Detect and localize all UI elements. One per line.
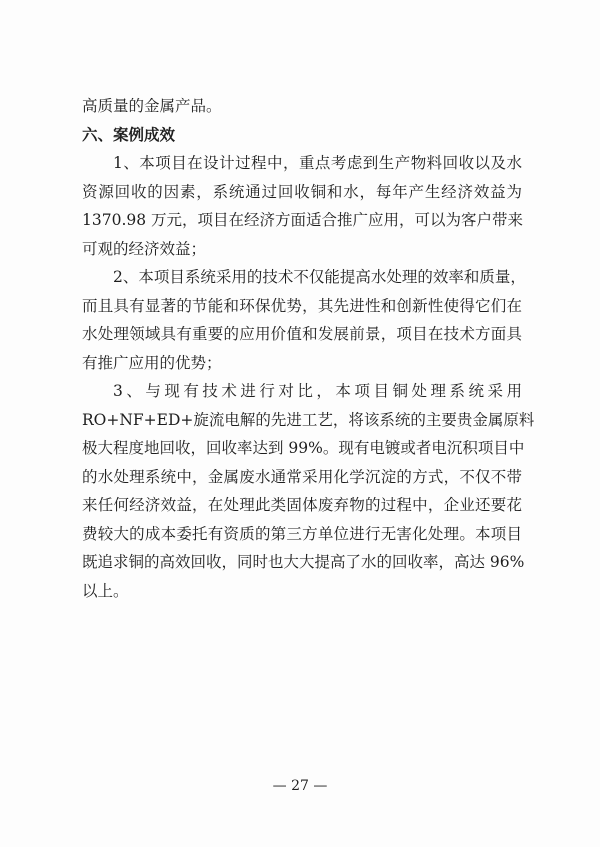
paragraph-line: 费较大的成本委托有资质的第三方单位进行无害化处理。本项目 [82, 524, 522, 543]
intro-tail-line: 高质量的金属产品。 [82, 97, 222, 115]
page-number: — 27 — [272, 778, 328, 794]
paragraph-line: 而且具有显著的节能和环保优势，其先进性和创新性使得它们在 [82, 296, 522, 315]
paragraph-1 [82, 149, 522, 263]
paragraph-2 [82, 263, 526, 377]
paragraph-line: 1370.98 万元，项目在经济方面适合推广应用，可以为客户带来 [82, 211, 524, 229]
paragraph-line: RO+NF+ED+旋流电解的先进工艺，将该系统的主要贵金属原料 [82, 410, 535, 429]
paragraph-line: 水处理领域具有重要的应用价值和发展前景，项目在技术方面具 [82, 325, 522, 343]
paragraph-line: 资源回收的因素，系统通过回收铜和水，每年产生经济效益为 [82, 182, 522, 201]
section-heading: 六、案例成效 [82, 125, 176, 144]
paragraph-line: 3、与现有技术进行对比，本项目铜处理系统采用 [113, 382, 522, 400]
paragraph-line: 有推广应用的优势； [82, 353, 222, 372]
paragraph-line: 2、本项目系统采用的技术不仅能提高水处理的效率和质量， [113, 268, 526, 286]
paragraph-3 [82, 377, 535, 605]
paragraph-line: 的水处理系统中，金属废水通常采用化学沉淀的方式，不仅不带 [82, 467, 522, 486]
paragraph-line: 1、本项目在设计过程中，重点考虑到生产物料回收以及水 [113, 154, 522, 172]
paragraph-line: 可观的经济效益； [82, 239, 207, 258]
paragraph-line: 既追求铜的高效回收，同时也大大提高了水的回收率，高达 96% [82, 553, 525, 571]
paragraph-line: 来任何经济效益，在处理此类固体废弃物的过程中，企业还要花 [82, 496, 522, 514]
body-text [82, 92, 535, 605]
paragraph-line: 以上。 [82, 581, 129, 600]
paragraph-line: 极大程度地回收，回收率达到 99%。现有电镀或者电沉积项目中 [82, 439, 525, 457]
